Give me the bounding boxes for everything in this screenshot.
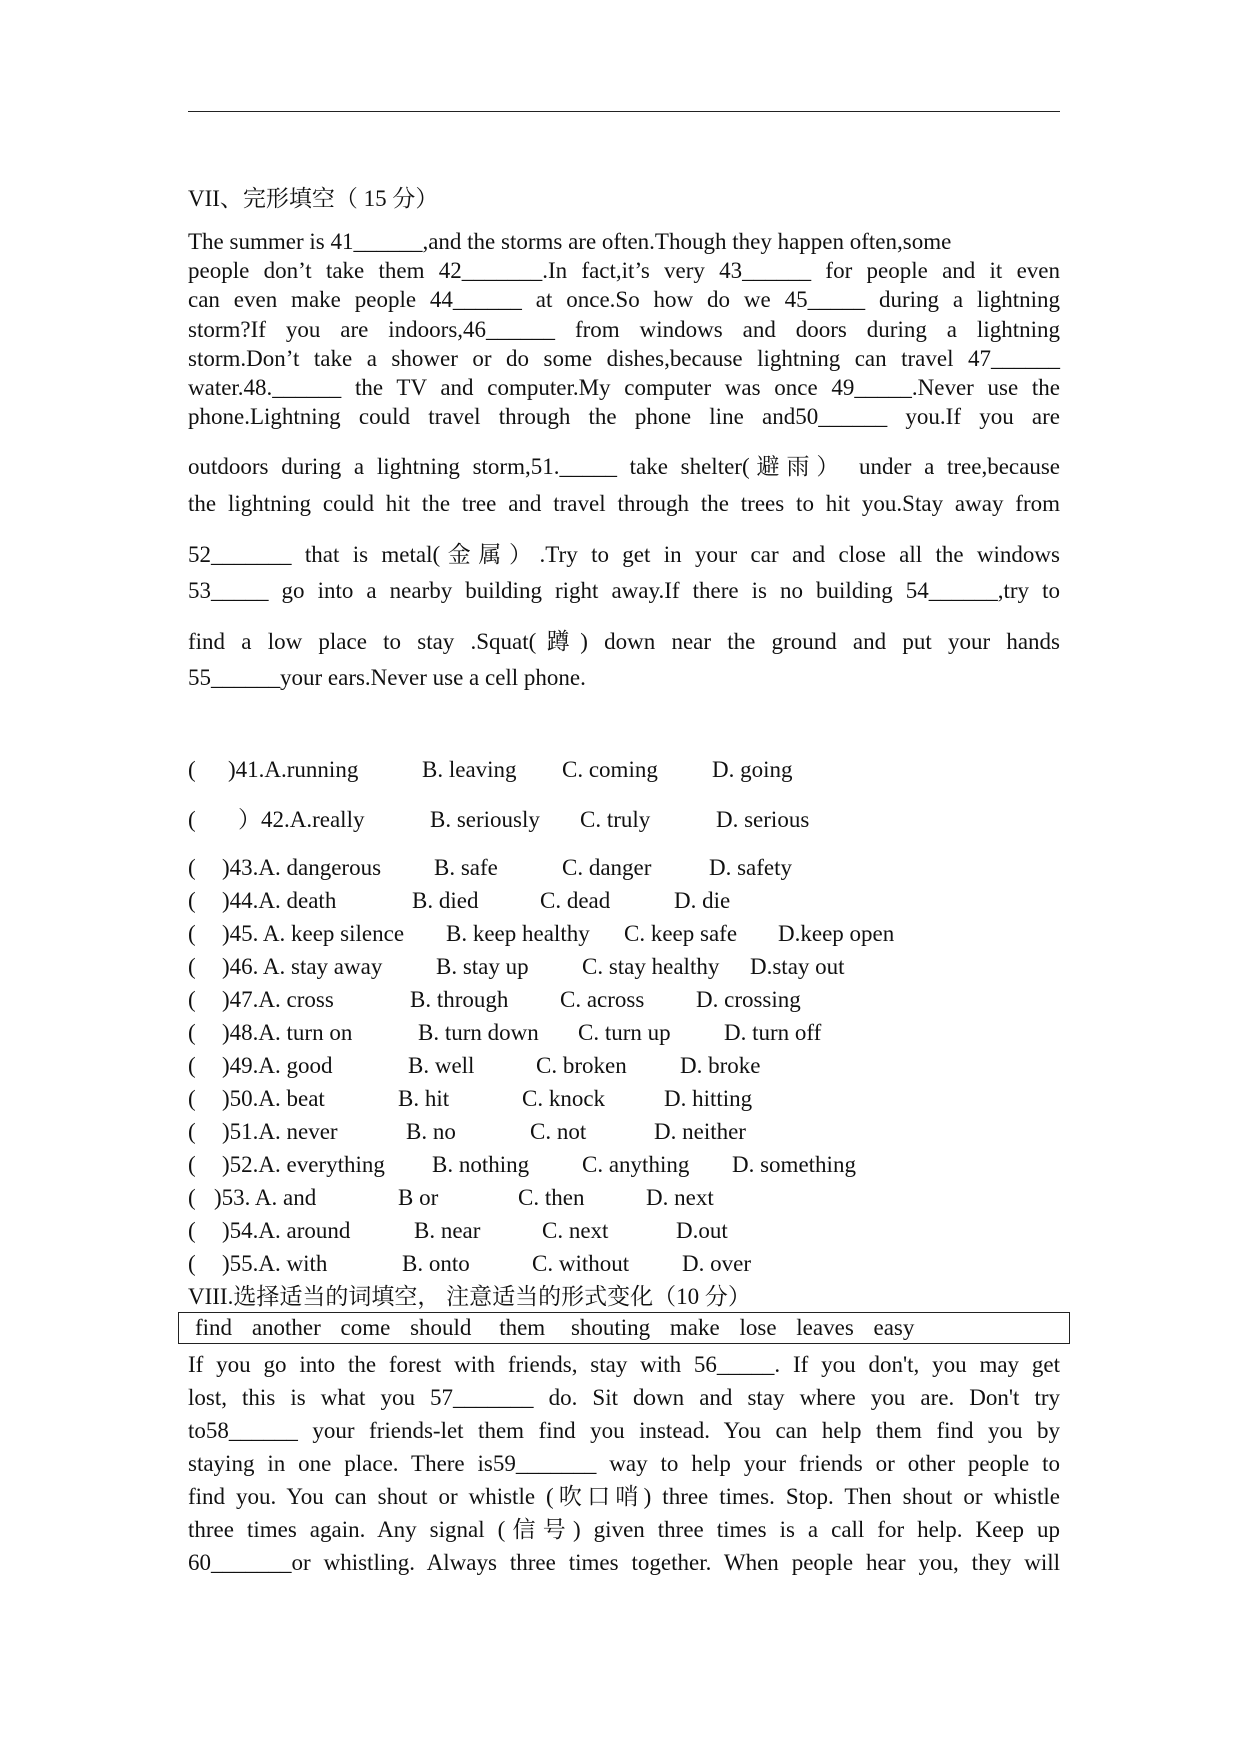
word-bank-item: should [410,1315,472,1340]
question-54: ( )54.A. around B. near C. next D.out [188,1218,728,1243]
word-bank-item: lose [739,1315,777,1340]
passage-line: to58______ your friends-let them find you instead. You can help them find you by [188,1418,1060,1443]
question-50: ( )50.A. beat B. hit C. knock D. hitting [188,1086,753,1111]
word-bank-item: leaves [796,1315,854,1340]
word-bank-item: them [499,1315,546,1340]
word-bank-item: find [195,1315,233,1340]
question-51: ( )51.A. never B. no C. not D. neither [188,1119,746,1144]
word-bank-box [178,1312,1070,1344]
passage-line: can even make people 44______ at once.So how do we 45_____ during a lightning [188,287,1060,312]
passage-line: staying in one place. There is59_______ way to help your friends or other people to [188,1451,1060,1476]
section-8-title: VIII.选择适当的词填空， 注意适当的形式变化（10 分） [188,1284,751,1309]
passage-line: storm?If you are indoors,46______ from windows and doors during a lightning [188,317,1060,342]
passage-line: lost, this is what you 57_______ do. Sit down and stay where you are. Don't try [188,1385,1060,1410]
passage-line: 55______your ears.Never use a cell phone. [188,665,586,690]
question-42: ( ）42.A.really B. seriously C. truly D. serious [188,807,810,832]
passage-line: three times again. Any signal (信号) given three times is a call for help. Keep up [188,1517,1060,1542]
passage-line: storm.Don’t take a shower or do some dishes,because lightning can travel 47______ [188,346,1060,371]
question-52: ( )52.A. everything B. nothing C. anything D. something [188,1152,856,1177]
passage-line: If you go into the forest with friends, stay with 56_____. If you don't, you may get [188,1352,1060,1377]
word-bank-item: easy [873,1315,915,1340]
question-48: ( )48.A. turn on B. turn down C. turn up D. turn off [188,1020,822,1045]
passage-line: 60_______or whistling. Always three times together. When people hear you, they will [188,1550,1060,1575]
question-45: ( )45. A. keep silence B. keep healthy C. keep safe D.keep open [188,921,895,946]
question-55: ( )55.A. with B. onto C. without D. over [188,1251,751,1276]
passage-line: 53_____ go into a nearby building right away.If there is no building 54______,try to [188,578,1060,603]
question-44: ( )44.A. death B. died C. dead D. die [188,888,731,913]
section-7-title: VII、完形填空（ 15 分） [188,186,439,211]
word-bank-item: shouting [570,1315,651,1340]
passage-line: phone.Lightning could travel through the phone line and50______ you.If you are [188,404,1060,429]
passage-line: The summer is 41______,and the storms are often.Though they happen often,some [188,229,952,254]
question-41: ( )41.A.running B. leaving C. coming D. going [188,757,793,782]
word-bank-item: come [340,1315,391,1340]
question-47: ( )47.A. cross B. through C. across D. crossing [188,987,801,1012]
passage-line: find you. You can shout or whistle (吹口哨) three times. Stop. Then shout or whistle [188,1484,1060,1509]
question-53: ( )53. A. and B or C. then D. next [188,1185,714,1210]
header-rule [188,111,1060,112]
passage-line: the lightning could hit the tree and travel through the trees to hit you.Stay away from [188,491,1060,516]
word-bank-item: another [251,1315,321,1340]
passage-line: people don’t take them 42_______.In fact,it’s very 43______ for people and it even [188,258,1060,283]
passage-line: outdoors during a lightning storm,51._____ take shelter(避雨） under a tree,because [188,454,1060,479]
passage-line: find a low place to stay .Squat(蹲) down near the ground and put your hands [188,629,1060,654]
section-8-passage [188,1348,1060,1579]
question-49: ( )49.A. good B. well C. broken D. broke [188,1053,761,1078]
passage-line: water.48.______ the TV and computer.My computer was once 49_____.Never use the [188,375,1060,400]
passage-line: 52_______ that is metal(金属）.Try to get in your car and close all the windows [188,542,1060,567]
question-43: ( )43.A. dangerous B. safe C. danger D. safety [188,855,793,880]
question-46: ( )46. A. stay away B. stay up C. stay healthy D.stay out [188,954,845,979]
word-bank-item: make [669,1315,720,1340]
